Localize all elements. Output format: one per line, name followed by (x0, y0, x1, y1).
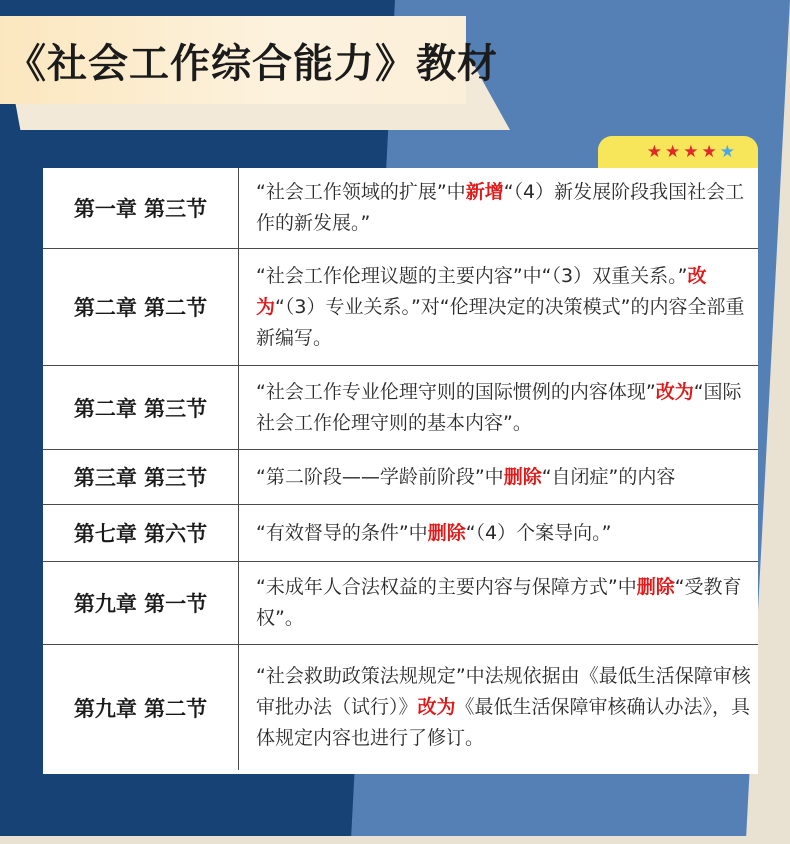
column-divider (238, 450, 239, 504)
column-divider (238, 366, 239, 449)
column-divider (238, 249, 239, 365)
table-row (43, 450, 758, 505)
table-row (43, 562, 758, 645)
change-description: “社会工作专业伦理守则的国际惯例的内容体现”改为“国际社会工作伦理守则的基本内容”。 (256, 380, 742, 434)
star-icon: ★ (665, 142, 684, 162)
chapter-label: 第一章 第三节 (73, 197, 208, 221)
table-row (43, 645, 758, 770)
chapter-label: 第二章 第二节 (73, 296, 208, 320)
table-row (43, 366, 758, 450)
change-description: “有效督导的条件”中删除“（4）个案导向。” (256, 521, 612, 544)
chapter-label: 第二章 第三节 (73, 396, 208, 421)
star-icon: ★ (646, 142, 665, 162)
table-row (43, 168, 758, 249)
change-description: “未成年人合法权益的主要内容与保障方式”中删除“受教育权”。 (256, 576, 742, 629)
star-icon: ★ (719, 142, 738, 162)
title-banner (0, 16, 498, 104)
bottom-strip (0, 836, 790, 844)
table-row (43, 249, 758, 366)
chapter-label: 第三章 第三节 (73, 466, 208, 490)
table-row (43, 505, 758, 562)
column-divider (238, 562, 239, 644)
chapter-label: 第七章 第六节 (73, 522, 208, 546)
column-divider (238, 505, 239, 561)
star-icon: ★ (701, 142, 720, 162)
changes-table (43, 168, 758, 774)
page-title: 《社会工作综合能力》教材 (6, 40, 498, 87)
column-divider (238, 168, 239, 248)
chapter-label: 第九章 第一节 (73, 592, 208, 616)
change-description: “社会工作伦理议题的主要内容”中“（3）双重关系。”改为“（3）专业关系。”对“伦理决定的决策模式”的内容全部重新编写。 (256, 264, 745, 349)
change-description: “社会工作领域的扩展”中新增“（4）新发展阶段我国社会工作的新发展。” (256, 181, 745, 234)
star-icon: ★ (683, 142, 702, 162)
change-description: “社会救助政策法规规定”中法规依据由《最低生活保障审核审批办法（试行）》改为《最低生活保障审核确认办法》，具体规定内容也进行了修订。 (256, 665, 751, 749)
column-divider (238, 645, 239, 770)
chapter-label: 第九章 第二节 (73, 696, 208, 721)
star-rating (647, 142, 738, 162)
change-description: “第二阶段——学龄前阶段”中删除“自闭症”的内容 (256, 465, 676, 488)
